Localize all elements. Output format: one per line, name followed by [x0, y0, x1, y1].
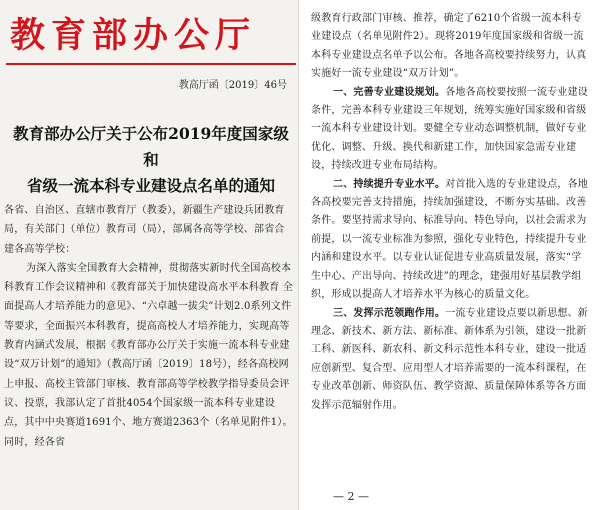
left-body-text [4, 201, 294, 452]
section-3-body: 一流专业建设点要以新思想、新理念、新技术、新方法、新标准、新体系为引领，建设一批新工科、新医科、新农科、新文科示范性本科专业，建设一批适应创新型、复合型、应用型人才培养需要的一流本科课程，在专业改革创新、师资队伍、教学资源、质量保障体系等各方面发挥示范辐射作用。 [311, 307, 589, 411]
red-header-rule [6, 63, 296, 65]
section-3-heading: 三、发挥示范领跑作用。 [333, 307, 446, 319]
section-1-body: 各地各高校要按照一流专业建设条件，完善本科专业建设三年规划，统筹实施好国家级和省级一流本科专业建设计划。要健全专业动态调整机制，做好专业优化、调整、升级、换代和新建工作，加快国家急需专业建设，持续改进专业布局结构。 [311, 86, 589, 172]
section-1-heading: 一、完善专业建设规划。 [333, 86, 446, 98]
notice-title-line-2: 省级一流本科专业建设点名单的通知 [26, 176, 275, 195]
right-body-text [311, 10, 591, 415]
notice-title [6, 121, 296, 199]
right-page [299, 0, 598, 510]
notice-title-line-1: 教育部办公厅关于公布2019年度国家级和 [13, 124, 289, 169]
body-paragraph-1: 为深入落实全国教育大会精神，贯彻落实新时代全国高校本科教育工作会议精神和《教育部关于加快建设高水平本科教育 全面提高人才培养能力的意见》、“六卓越一拔尖”计划2.0系列文件等要求，全面振兴本科教育，提高高校人才培养能力，实现高等教育内涵式发展，根据《教育部办公厅关于实施一流本科专业建设“双万计划”的通知》（教高厅函〔2019〕18号），经各高校网上申报、高校主管部门审核、教育部高等学校教学指导委员会评议、投票，我部认定了首批4054个国家级一流本科专业建设点，其中中央赛道1691个、地方赛道2363个（名单见附件1）。同时，经各省 [4, 262, 293, 448]
recipients-paragraph: 各省、自治区、直辖市教育厅（教委），新疆生产建设兵团教育局，有关部门（单位）教育司（局），部属各高等学校、部省合建各高等学校： [4, 205, 285, 255]
section-2-paragraph [311, 176, 591, 305]
continuation-paragraph: 级教育行政部门审核、推荐，确定了6210个省级一流本科专业建设点（名单见附件2）。现将2019年度国家级和省级一流本科专业建设点名单予以公布。各地各高校要持续努力，认真实施好一流专业建设“双万计划”。 [311, 13, 587, 80]
section-2-heading: 二、持续提升专业水平。 [333, 178, 446, 190]
section-2-body: 对首批入选的专业建设点，各地各高校要完善支持措施，持续加强建设，不断夯实基础、改善条件。要坚持需求导向、标准导向、特色导向，以社会需求为前提，以一流专业标准为参照，强化专业特色，持续提升专业内涵和建设水平。以专业认证促进专业高质量发展，落实“学生中心、产出导向、持续改进”的理念，建强用好基层教学组织，形成以提高人才培养水平为核心的质量文化。 [311, 178, 589, 301]
document-header: 教育部办公厅 [10, 15, 257, 56]
document-number: 教高厅函〔2019〕46号 [178, 80, 287, 91]
section-1-paragraph [311, 84, 591, 176]
section-3-paragraph [311, 305, 591, 415]
page-number: — 2 — [333, 490, 369, 503]
